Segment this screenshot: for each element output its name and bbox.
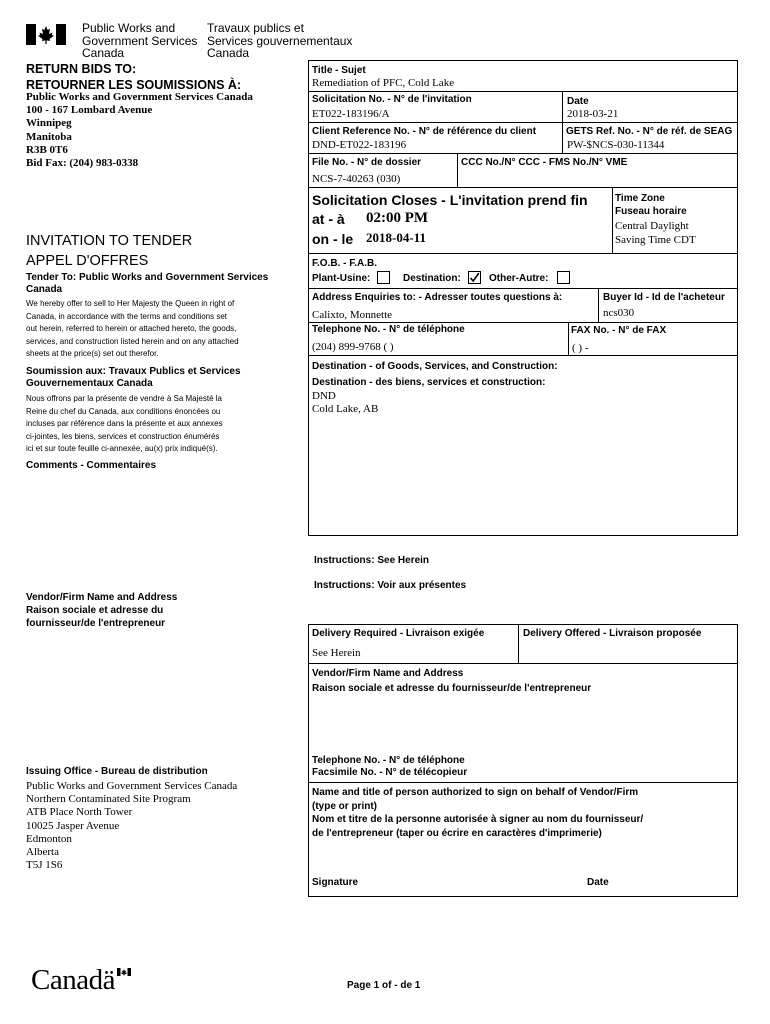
signature-label: Signature [312, 877, 359, 888]
destination-goods-label: Destination - of Goods, Services, and Construction: Destination - des biens, services et construction: [312, 361, 558, 388]
soumission-label: Soumission aux: Travaux Publics et Services Gouvernementaux Canada [26, 366, 241, 389]
buyer-id-value: ncs030 [603, 307, 635, 319]
date-label: Date [567, 96, 589, 107]
vendor-telephone-label: Telephone No. - N° de téléphone [312, 755, 465, 766]
destination-label: Destination: [403, 273, 461, 284]
department-name-fr: Travaux publics et Services gouvernementaux Canada [207, 21, 353, 60]
vendor-firm-label: Vendor/Firm Name and Address Raison sociale et adresse du fournisseur/de l'entrepreneur [312, 668, 592, 694]
department-name-en: Public Works and Government Services Canada [82, 21, 198, 60]
invitation-title: INVITATION TO TENDER APPEL D'OFFRES [26, 233, 193, 269]
file-no-value: NCS-7-40263 (030) [312, 173, 401, 185]
tender-to-label: Tender To: Public Works and Government Services Canada [26, 272, 269, 295]
authorized-person-label: Name and title of person authorized to sign on behalf of Vendor/Firm (type or print) Nom et titre de la personne autorisée à signer au nom du fournisseur/ de l'entrepreneur (taper ou écrire en caractères d'imprimerie) [312, 787, 644, 839]
fob-label: F.O.B. - F.A.B. [312, 258, 377, 269]
comments-label: Comments - Commentaires [26, 460, 157, 471]
title-label: Title - Sujet [312, 65, 366, 76]
instructions-fr: Instructions: Voir aux présentes [314, 580, 467, 591]
closes-on-value: 2018-04-11 [366, 230, 426, 245]
gets-ref-value: PW-$NCS-030-11344 [567, 139, 665, 151]
issuing-office-label: Issuing Office - Bureau de distribution [26, 766, 208, 777]
solicitation-closes-label: Solicitation Closes - L'invitation prend fin [312, 192, 588, 208]
buyer-id-label: Buyer Id - Id de l'acheteur [603, 292, 725, 303]
return-bids-heading: RETURN BIDS TO: RETOURNER LES SOUMISSIONS À: [26, 62, 242, 92]
canada-wordmark: Canadä [31, 964, 115, 996]
delivery-required-label: Delivery Required - Livraison exigée [312, 628, 485, 639]
solicitation-no-label: Solicitation No. - N° de l'invitation [312, 94, 472, 105]
closes-at-label: at - à [312, 211, 345, 227]
wordmark-flag-icon [117, 963, 131, 971]
plant-usine-label: Plant-Usine: [312, 273, 371, 284]
signature-date-label: Date [587, 877, 609, 888]
gets-ref-label: GETS Ref. No. - N° de réf. de SEAG [566, 126, 733, 137]
fax-value: ( ) - [572, 342, 589, 354]
closes-on-label: on - le [312, 231, 354, 247]
client-reference-label: Client Reference No. - N° de référence du client [312, 126, 537, 137]
instructions-en: Instructions: See Herein [314, 555, 430, 566]
return-bids-address: Public Works and Government Services Canada 100 - 167 Lombard Avenue Winnipeg Manitoba R3B 0T6 Bid Fax: (204) 983-0338 [26, 91, 253, 170]
title-value: Remediation of PFC, Cold Lake [312, 77, 455, 89]
destination-value: DND Cold Lake, AB [312, 390, 379, 415]
canada-flag-icon [26, 24, 66, 45]
page-number: Page 1 of - de 1 [347, 980, 421, 991]
issuing-office-address: Public Works and Government Services Canada Northern Contaminated Site Program ATB Place North Tower 10025 Jasper Avenue Edmonton Alberta T5J 1S6 [26, 780, 238, 872]
vendor-firm-left-label: Vendor/Firm Name and Address Raison sociale et adresse du fournisseur/de l'entrepreneur [26, 592, 178, 629]
other-autre-checkbox[interactable] [557, 271, 570, 284]
plant-usine-checkbox[interactable] [377, 271, 390, 284]
client-reference-value: DND-ET022-183196 [312, 139, 407, 151]
delivery-required-value: See Herein [312, 647, 361, 659]
fax-label: FAX No. - N° de FAX [571, 325, 667, 336]
telephone-label: Telephone No. - N° de téléphone [312, 324, 465, 335]
address-enquiries-value: Calixto, Monnette [312, 309, 393, 321]
other-autre-label: Other-Autre: [489, 273, 549, 284]
time-zone-label: Time Zone Fuseau horaire [615, 193, 687, 217]
address-enquiries-label: Address Enquiries to: - Adresser toutes questions à: [312, 292, 563, 303]
file-no-label: File No. - N° de dossier [312, 157, 422, 168]
tender-to-text: We hereby offer to sell to Her Majesty the Queen in right of Canada, in accordance with the terms and conditions set out herein, referred to herein or attached hereto, the goods, services, and construction listed herein and on any attached sheets at the price(s) set out therefor. [26, 299, 239, 358]
closes-at-value: 02:00 PM [366, 210, 429, 226]
solicitation-no-value: ET022-183196/A [312, 108, 390, 120]
checkmark-icon [469, 272, 480, 283]
telephone-value: (204) 899-9768 ( ) [312, 341, 394, 353]
time-zone-value: Central Daylight Saving Time CDT [615, 220, 696, 246]
date-value: 2018-03-21 [567, 108, 619, 120]
soumission-text: Nous offrons par la présente de vendre à Sa Majesté la Reine du chef du Canada, aux conditions énoncées ou incluses par référence dans la présente et aux annexes ci-jointes, les biens, services et construction énumérés ici et sur toute feuille ci-annexée, au(x) prix indiqué(s). [26, 394, 223, 453]
delivery-offered-label: Delivery Offered - Livraison proposée [523, 628, 702, 639]
destination-checkbox[interactable] [468, 271, 481, 284]
ccc-no-label: CCC No./N° CCC - FMS No./N° VME [461, 157, 628, 168]
vendor-facsimile-label: Facsimile No. - N° de télécopieur [312, 767, 468, 778]
